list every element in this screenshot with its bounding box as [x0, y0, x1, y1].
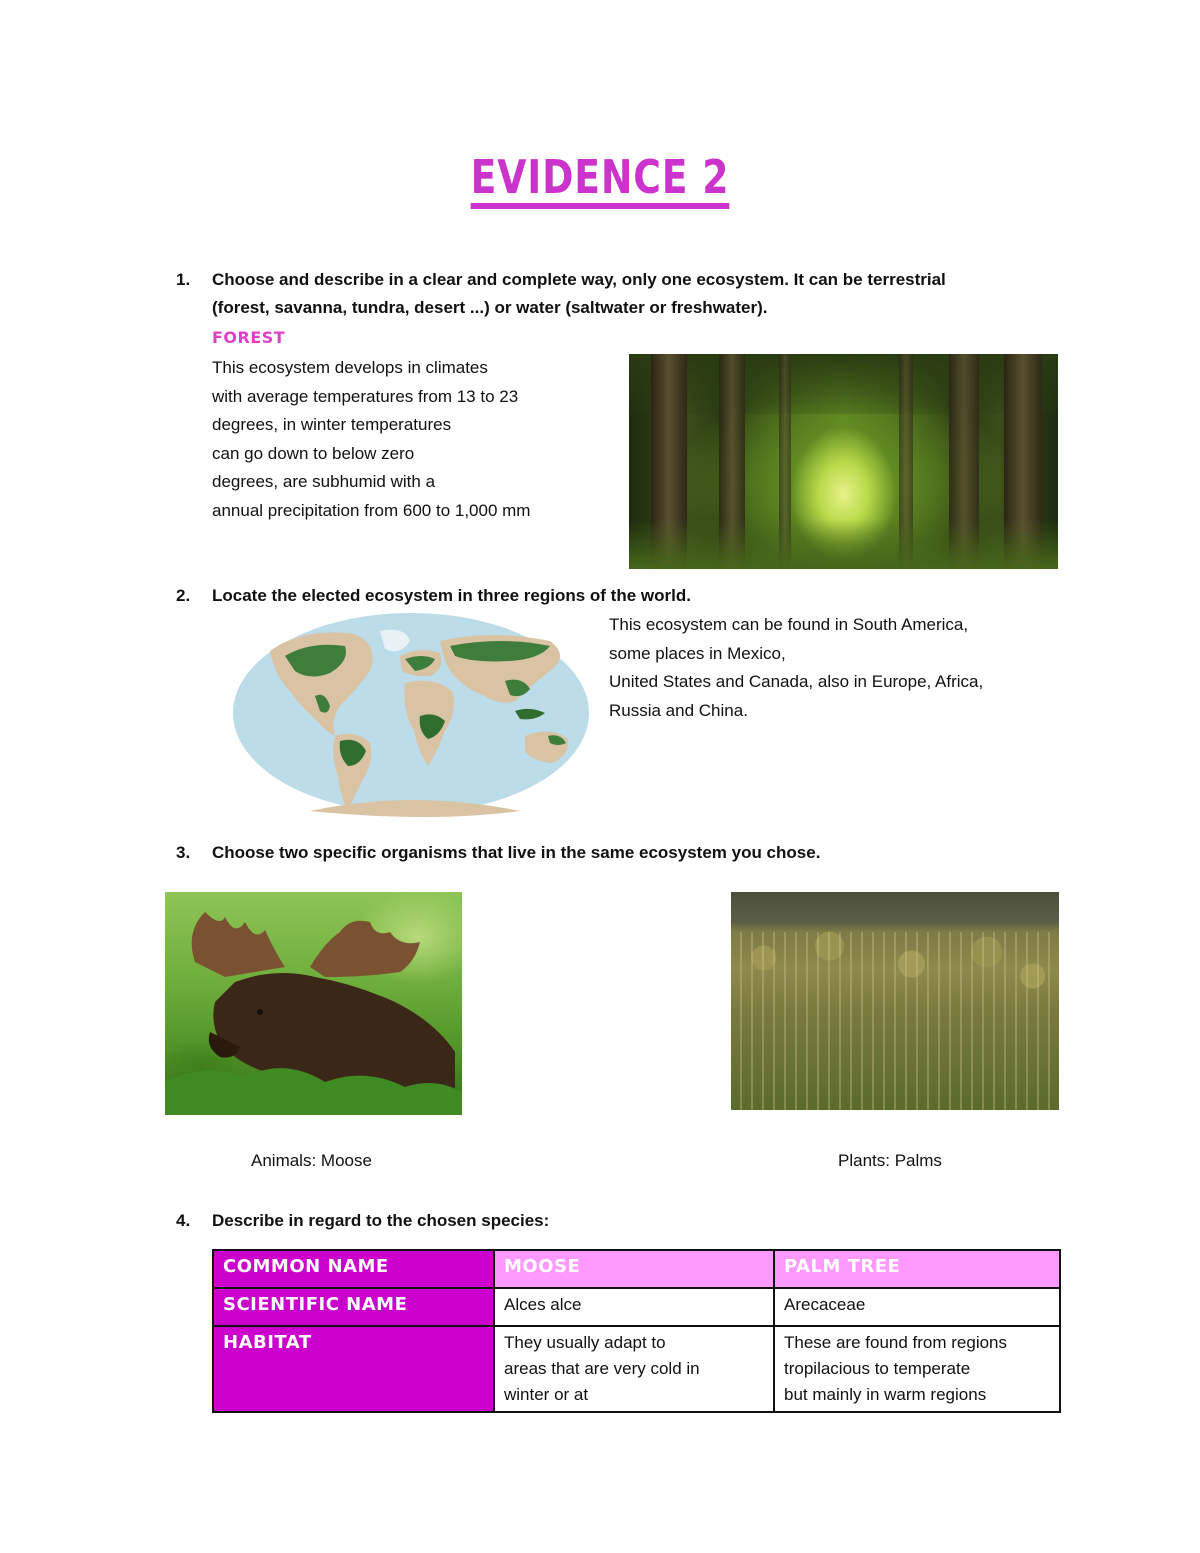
table-row — [213, 1250, 1060, 1288]
cell-line: They usually adapt to — [504, 1333, 666, 1352]
question-4-number: 4. — [176, 1211, 191, 1230]
moose-photo — [165, 892, 462, 1115]
ecosystem-description — [212, 354, 530, 525]
world-map-icon — [230, 611, 592, 829]
location-line: United States and Canada, also in Europe, Africa, — [609, 672, 984, 691]
question-1-text — [212, 266, 1112, 322]
question-3-text: Choose two specific organisms that live in the same ecosystem you chose. — [212, 843, 821, 862]
table-cell — [774, 1326, 1060, 1412]
question-1-number: 1. — [176, 270, 191, 289]
row-header-common-name: COMMON NAME — [213, 1250, 494, 1288]
column-header-palm-tree: PALM TREE — [774, 1250, 1060, 1288]
ecosystem-label: FOREST — [212, 328, 286, 347]
ecosystem-location-text — [609, 611, 983, 725]
question-2-number: 2. — [176, 586, 191, 605]
cell-line: areas that are very cold in — [504, 1359, 700, 1378]
location-line: This ecosystem can be found in South America, — [609, 615, 969, 634]
moose-icon — [165, 892, 462, 1115]
forest-photo — [629, 354, 1058, 569]
table-cell: Arecaceae — [774, 1288, 1060, 1326]
description-line: This ecosystem develops in climates — [212, 358, 488, 377]
description-line: degrees, are subhumid with a — [212, 472, 436, 491]
description-line: can go down to below zero — [212, 443, 415, 463]
cell-line: These are found from regions — [784, 1333, 1008, 1352]
location-line: some places in Mexico, — [609, 643, 786, 663]
plant-caption: Plants: Palms — [838, 1151, 942, 1170]
table-cell — [494, 1326, 774, 1412]
row-header-scientific-name: SCIENTIFIC NAME — [213, 1288, 494, 1326]
species-table — [212, 1249, 1061, 1413]
description-line: degrees, in winter temperatures — [212, 415, 452, 434]
row-header-habitat: HABITAT — [213, 1326, 494, 1412]
animal-caption: Animals: Moose — [251, 1151, 372, 1170]
page-title: EVIDENCE 2 — [470, 150, 730, 204]
question-2-text: Locate the elected ecosystem in three regions of the world. — [212, 586, 691, 605]
description-line: with average temperatures from 13 to 23 — [212, 386, 519, 406]
question-3-number: 3. — [176, 843, 191, 862]
cell-line: but mainly in warm regions — [784, 1385, 987, 1404]
question-4-text: Describe in regard to the chosen species: — [212, 1211, 550, 1230]
cell-line: winter or at — [504, 1385, 589, 1404]
palm-forest-photo — [731, 892, 1059, 1110]
table-cell: Alces alce — [494, 1288, 774, 1326]
question-1-line: (forest, savanna, tundra, desert ...) or water (saltwater or freshwater). — [212, 298, 768, 317]
column-header-moose: MOOSE — [494, 1250, 774, 1288]
table-row — [213, 1326, 1060, 1412]
cell-line: tropilacious to temperate — [784, 1359, 971, 1378]
description-line: annual precipitation from 600 to 1,000 mm — [212, 500, 531, 520]
location-line: Russia and China. — [609, 700, 748, 720]
table-row — [213, 1288, 1060, 1326]
world-map-image — [230, 611, 592, 829]
question-1-line: Choose and describe in a clear and complete way, only one ecosystem. It can be terrestrial — [212, 270, 946, 289]
